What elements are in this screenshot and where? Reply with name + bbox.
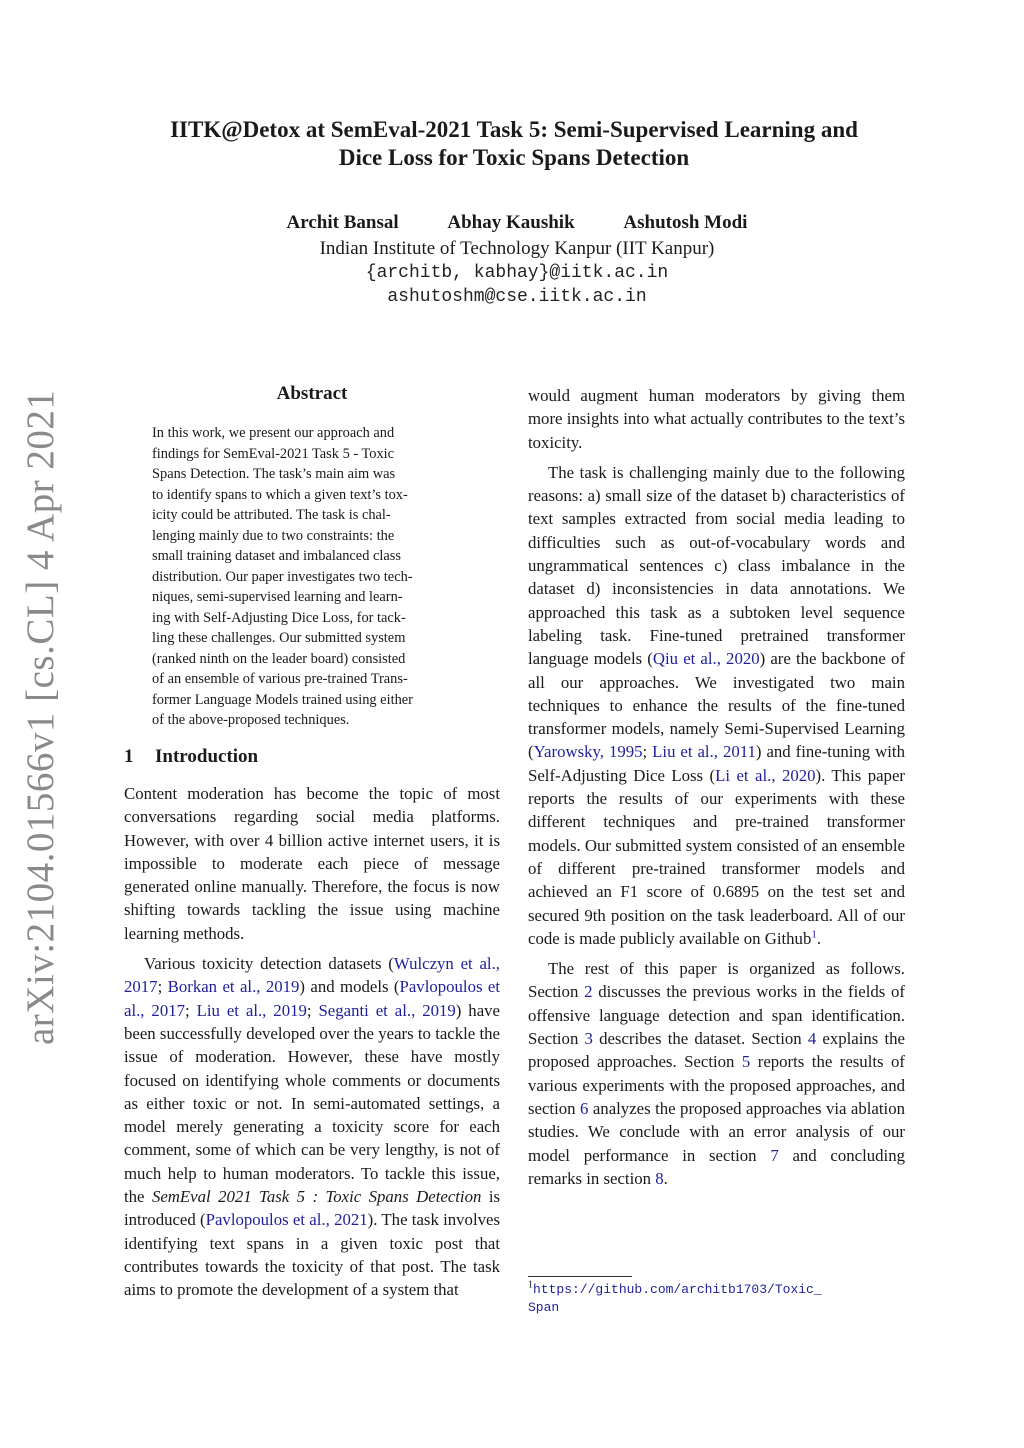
abstract-line: small training dataset and imbalanced class (152, 548, 401, 564)
abstract-line: of the above-proposed techniques. (152, 712, 350, 728)
task-name-italic: SemEval 2021 Task 5 : Toxic Spans Detection (151, 1187, 482, 1207)
email-line: {architb, kabhay}@iitk.ac.in (365, 263, 669, 283)
citation-link[interactable]: Seganti et al., 2019 (318, 1000, 456, 1020)
author-name: Abhay Kaushik (447, 212, 575, 233)
intro-paragraph-1: Content moderation has become the topic of most conversations regarding social media platforms. However, with over 4 billion active internet users, it is impossible to moderate each piece of message generated online manually. Therefore, the focus is now shifting towards tackling the issue using machine learning methods. (124, 784, 500, 943)
abstract-line: ling these challenges. Our submitted system (152, 630, 406, 646)
abstract-line: ing with Self-Adjusting Dice Loss, for tack- (152, 609, 406, 626)
citation-link[interactable]: Li et al., 2020 (715, 765, 816, 785)
section-ref-link[interactable]: 3 (584, 1029, 593, 1049)
abstract-heading: Abstract (276, 383, 348, 404)
footnote-url-continued[interactable]: Span (528, 1300, 560, 1315)
footnote-url[interactable]: $^1$https://github.com/architb1703/Toxic_ (528, 1279, 822, 1297)
abstract-line: (ranked ninth on the leader board) consisted (152, 650, 406, 667)
author-name: Ashutosh Modi (623, 212, 748, 233)
citation-link[interactable]: Qiu et al., 2020 (652, 649, 760, 669)
section-ref-link[interactable]: 5 (741, 1052, 751, 1072)
title-line-2: Dice Loss for Toxic Spans Detection (338, 145, 690, 170)
abstract-line: to identify spans to which a given text’s tox- (152, 486, 408, 503)
abstract-line: icity could be attributed. The task is chal- (152, 507, 391, 523)
abstract-line: niques, semi-supervised learning and learn- (152, 589, 403, 605)
abstract-line: In this work, we present our approach and (152, 425, 395, 441)
citation-link[interactable]: Pavlopoulos et al., 2017 (124, 977, 501, 1020)
citation-link[interactable]: Liu et al., 2011 (652, 742, 756, 762)
abstract-body (152, 423, 472, 731)
right-paragraph-1: The task is challenging mainly due to the following reasons: a) small size of the dataset b) characteristics of text samples extracted from social media leading to difficulties such as out-of-vocabulary words and ungrammatical sentences c) class imbalance in the dataset d) inconsistencies in data annotations. We approached this task as a subtoken level sequence labeling task. Fine-tuned pretrained transformer language models (Qiu et al., 2020) are the backbone of all our approaches. We investigated two main techniques to enhance the results of the fine-tuned transformer models, namely Semi-Supervised Learning (Yarowsky, 1995; Liu et al., 2011) and fine-tuning with Self-Adjusting Dice Loss (Li et al., 2020). This paper reports the results of our experiments with these different techniques and pre-trained transformer models. Our submitted system consisted of an ensemble of different pre-trained transformer models and achieved an F1 score of 0.6895 on the test set and secured 9th position on the task leaderboard. All of our code is made publicly available on Github$^1$. (528, 462, 905, 948)
right-paragraph-0: would augment human moderators by giving them more insights into what actually contributes to the text’s toxicity. (528, 386, 905, 452)
title-line-1: IITK@Detox at SemEval-2021 Task 5: Semi-Supervised Learning and (170, 117, 858, 142)
email-line: ashutoshm@cse.iitk.ac.in (387, 287, 647, 307)
footnote-marker: 1 (528, 1279, 533, 1291)
citation-link[interactable]: Borkan et al., 2019 (167, 977, 300, 997)
right-column (528, 384, 905, 1190)
abstract-line: former Language Models trained using either (152, 691, 413, 708)
right-paragraph-2: The rest of this paper is organized as follows. Section 2 discusses the previous works in the fields of offensive language detection and span identification. Section 3 describes the dataset. Section 4 explains the proposed approaches. Section 5 reports the results of various experiments with the proposed approaches, and section 6 analyzes the proposed approaches via ablation studies. We conclude with an error analysis of our model performance in section 7 and concluding remarks in section 8. (528, 959, 905, 1188)
author-list (100, 212, 934, 234)
footnote-marker-link[interactable]: 1 (811, 928, 817, 941)
section-ref-link[interactable]: 6 (580, 1098, 589, 1118)
paper-title (100, 116, 928, 172)
author-name: Archit Bansal (286, 212, 399, 233)
section-number: 1 (124, 746, 134, 767)
footnote-divider (528, 1276, 632, 1277)
abstract-line: findings for SemEval-2021 Task 5 - Toxic (152, 445, 395, 462)
affiliation: Indian Institute of Technology Kanpur (IIT Kanpur) (319, 238, 715, 259)
abstract-line: Spans Detection. The task’s main aim was (152, 466, 396, 482)
arxiv-stamp: arXiv:2104.01566v1 [cs.CL] 4 Apr 2021 (19, 389, 62, 1045)
abstract-line: distribution. Our paper investigates two tech- (152, 568, 413, 585)
abstract-line: lenging mainly due to two constraints: the (152, 527, 395, 544)
section-ref-link[interactable]: 2 (584, 982, 593, 1002)
abstract-line: of an ensemble of various pre-trained Trans- (152, 671, 408, 687)
citation-link[interactable]: Pavlopoulos et al., 2021 (205, 1210, 368, 1230)
section-title: Introduction (155, 746, 259, 767)
section-ref-link[interactable]: 4 (807, 1029, 817, 1049)
citation-link[interactable]: Yarowsky, 1995 (533, 742, 643, 762)
footnote (528, 1281, 908, 1317)
citation-link[interactable]: Liu et al., 2019 (196, 1000, 307, 1020)
left-column (124, 782, 500, 1302)
section-ref-link[interactable]: 8 (655, 1168, 664, 1188)
section-heading-introduction (124, 746, 258, 768)
intro-paragraph-2: Various toxicity detection datasets (Wulczyn et al., 2017; Borkan et al., 2019) and models (Pavlopoulos et al., 2017; Liu et al., 2019; Seganti et al., 2019) have been successfully developed over the years to tackle the issue of moderation. However, these have mostly focused on identifying whole comments or documents as either toxic or not. In semi-automated settings, a model merely generating a toxicity score for each comment, some of which can be very lengthy, is not of much help to human moderators. To tackle this issue, the SemEval 2021 Task 5 : Toxic Spans Detection is introduced (Pavlopoulos et al., 2021). The task involves identifying text spans in a given toxic post that contributes towards the toxicity of that post. The task aims to promote the development of a system that (124, 954, 501, 1300)
section-ref-link[interactable]: 7 (770, 1145, 779, 1165)
citation-link[interactable]: Wulczyn et al., 2017 (124, 954, 500, 997)
